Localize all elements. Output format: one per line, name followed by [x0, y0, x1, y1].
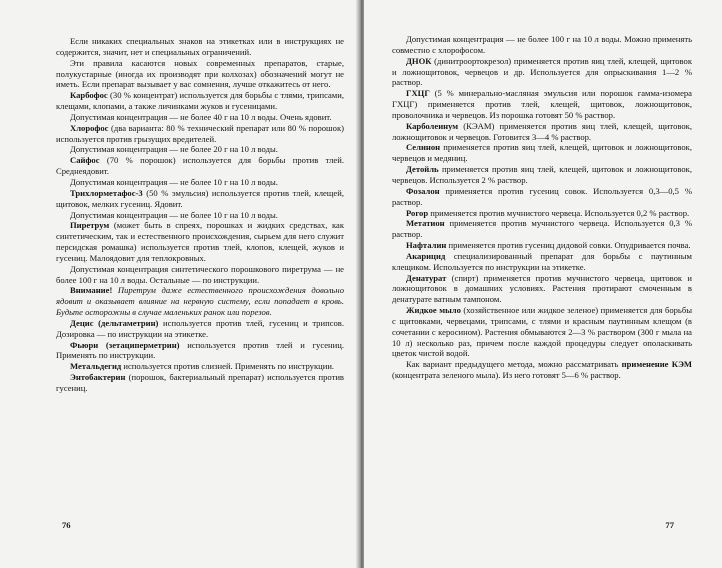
term-name: применение КЭМ — [621, 359, 693, 370]
paragraph — [392, 56, 692, 89]
term-description: (хозяйственное или жидкое зеленое) применяется для борьбы с щитовками, червецами, трипсами, с тлями и красным паутинным клещом (в сочетании с керосином). Растения обмываются 2—3 % раствором (300 г мыла на 10 л) несколько раз, причем после каждой процедуры следует ополаскивать цветок чистой водой. — [392, 305, 692, 359]
term-name: Сайфос — [70, 155, 100, 166]
paragraph — [56, 58, 344, 91]
page-number-right: 77 — [665, 520, 674, 530]
term-name: Селинон — [406, 142, 441, 153]
paragraph — [56, 123, 344, 145]
term-description: применяется против мучнистого червеца. Используется 0,2 % раствор. — [428, 207, 690, 218]
term-name: Метатион — [406, 218, 445, 229]
paragraph-text: Если никаких специальных знаков на этикетках или в инструкциях не содержится, значит, нет и специальных ограничений. — [56, 36, 344, 57]
paragraph — [392, 121, 692, 143]
term-name: Энтобактерин — [70, 372, 126, 383]
paragraph — [56, 361, 344, 372]
term-name: ДНОК — [406, 55, 432, 66]
paragraph — [56, 372, 344, 394]
term-description: (два варианта: 80 % технический препарат или 80 % порошок) используется против грызущих вредителей. — [56, 122, 344, 144]
paragraph — [56, 264, 344, 286]
left-page — [0, 0, 358, 568]
term-description: используется против тлей и гусениц. Применять по инструкции. — [56, 339, 344, 361]
term-description: (спирт) применяется против мучнистого червеца, щитовок и ложнощитовок в домашних условиях. Растения протирают смоченным в денатурате ватным тампоном. — [392, 272, 692, 305]
paragraph — [56, 220, 344, 263]
term-name: Акарицид — [406, 250, 446, 261]
term-name: Метальдегид — [70, 361, 122, 372]
term-name: Карболеинум — [406, 120, 459, 131]
term-description: используется против слизней. Применять по инструкции. — [121, 361, 335, 372]
term-name: ГХЦГ — [406, 88, 430, 99]
term-description: (динитроортокрезол) применяется против яиц тлей, клещей, щитовок и ложнощитовок, червецов и др. Используется для опрыскивания 1—2 % раствор. — [392, 55, 692, 88]
term-name: Нафталин — [406, 240, 447, 251]
paragraph — [392, 34, 692, 56]
term-description: (концентрата зеленого мыла). Из него готовят 5—6 % раствор. — [392, 370, 621, 381]
term-description: применяется против мучнистого червеца. Используется 0,3 % раствор. — [392, 218, 692, 240]
paragraph — [56, 318, 344, 340]
term-name: Децис (дельтаметрин) — [70, 317, 159, 328]
term-description: (70 % порошок) используется для борьбы против тлей. Среднеядовит. — [56, 155, 344, 177]
term-description: применяется против яиц тлей, клещей, щитовок и ложнощитовок, червецов. Используется 2 % раствор. — [392, 164, 692, 185]
right-page — [364, 0, 722, 568]
paragraph — [56, 144, 344, 155]
paragraph-text: Допустимая концентрация — не более 20 г на 10 л воды. — [70, 144, 278, 155]
paragraph-text: Допустимая концентрация — не более 10 г на 10 л воды. — [70, 176, 278, 187]
paragraph — [392, 218, 692, 240]
paragraph — [56, 340, 344, 362]
paragraph — [56, 210, 344, 221]
paragraph-text: Допустимая концентрация — не более 100 г на 10 л воды. Можно применять совместно с хлорофосом. — [392, 34, 692, 55]
term-name: Карбофос — [70, 90, 108, 101]
paragraph — [56, 90, 344, 112]
term-description: (50 % эмульсия) используется против тлей, клещей, щитовок, мелких гусениц. Ядовит. — [56, 187, 344, 209]
paragraph — [56, 155, 344, 177]
term-description: применяется против гусениц дидовой совки. Опудривается почва. — [446, 240, 691, 251]
right-text-column — [392, 34, 692, 381]
term-name: Денатурат — [406, 272, 447, 283]
page-number-left: 76 — [62, 520, 71, 530]
warning-text: Пиретрум даже естественного происхождения довольно ядовит и оказывает влияние на нервную систему, если попадает в кровь. Будьте осторожны в случае маленьких ранок или порезов. — [56, 285, 344, 318]
paragraph-text: Допустимая концентрация — не более 40 г на 10 л воды. Очень ядовит. — [70, 111, 332, 122]
term-name: Внимание! — [70, 285, 113, 296]
paragraph — [392, 273, 692, 306]
term-name: Детойль — [406, 164, 439, 175]
paragraph — [392, 142, 692, 164]
paragraph — [56, 112, 344, 123]
term-name: Фьюри (зетациперметрин) — [70, 339, 180, 350]
paragraph — [392, 305, 692, 359]
paragraph — [56, 188, 344, 210]
paragraph — [56, 285, 344, 318]
paragraph-text: Допустимая концентрация — не более 10 г на 10 л воды. — [70, 209, 278, 220]
term-name: Фозалон — [406, 185, 440, 196]
term-name: Пиретрум — [70, 220, 110, 231]
term-name: Жидкое мыло — [406, 305, 461, 316]
term-name: Рогор — [406, 207, 429, 218]
term-description: специализированный препарат для борьбы с паутинным клещиком. Используется по инструкции на этикетке. — [392, 250, 692, 272]
paragraph-text: Как вариант предыдущего метода, можно рассматривать — [406, 359, 619, 370]
paragraph — [392, 359, 692, 381]
term-description: используется против тлей, гусениц и трипсов. Дозировка — по инструкции на этикетке. — [56, 317, 344, 339]
term-description: (порошок, бактериальный препарат) используется против гусениц. — [56, 372, 344, 393]
paragraph — [392, 186, 692, 208]
term-description: применяется против яиц тлей, клещей, щитовок и ложнощитовок, червецов и медяниц. — [392, 142, 692, 164]
term-name: Хлорофос — [70, 122, 109, 133]
paragraph — [392, 208, 692, 219]
paragraph — [392, 240, 692, 251]
paragraph-text: Эти правила касаются новых современных препаратов, старые, полукустарные (иногда их производят при колхозах) обозначений могут не иметь. Если препарат вызывает у вас сомнения, лучше откажитесь от него. — [56, 57, 344, 90]
term-description: (КЭАМ) применяется против яиц тлей, клещей, щитовок, ложнощитовок и червецов. Готовится 3—4 % раствор. — [392, 120, 692, 142]
left-text-column — [56, 36, 344, 394]
paragraph — [56, 36, 344, 58]
term-description: (5 % минерально-масляная эмульсия или порошок гамма-изомера ГХЦГ) применяется против тлей, клещей, щитовок, ложнощитовок, проволочника и червецов. Из порошка готовят 50 % раствор. — [392, 88, 692, 120]
paragraph — [392, 88, 692, 121]
paragraph — [392, 251, 692, 273]
paragraph-text: Допустимая концентрация синтетического порошкового пиретрума — не более 100 г на 10 л воды. Остальные — по инструкции. — [56, 263, 344, 285]
term-description: (30 % концентрат) используется для борьбы с тлями, трипсами, клещами, клопами, а также личинками жуков и гусеницами. — [56, 90, 344, 112]
term-name: Трихлорметафос-3 — [70, 187, 143, 198]
term-description: применяется против гусениц совок. Используется 0,3—0,5 % раствор. — [392, 185, 692, 207]
paragraph — [56, 177, 344, 188]
paragraph — [392, 164, 692, 186]
term-description: (может быть в спреях, порошках и жидких средствах, как синтетическим, так и естественного происхождения, сырьем для него служит персидская ромашка) используется против тлей, клопов, клещей, жуков и гусениц. Малоядовит для теплокровных. — [56, 220, 344, 263]
